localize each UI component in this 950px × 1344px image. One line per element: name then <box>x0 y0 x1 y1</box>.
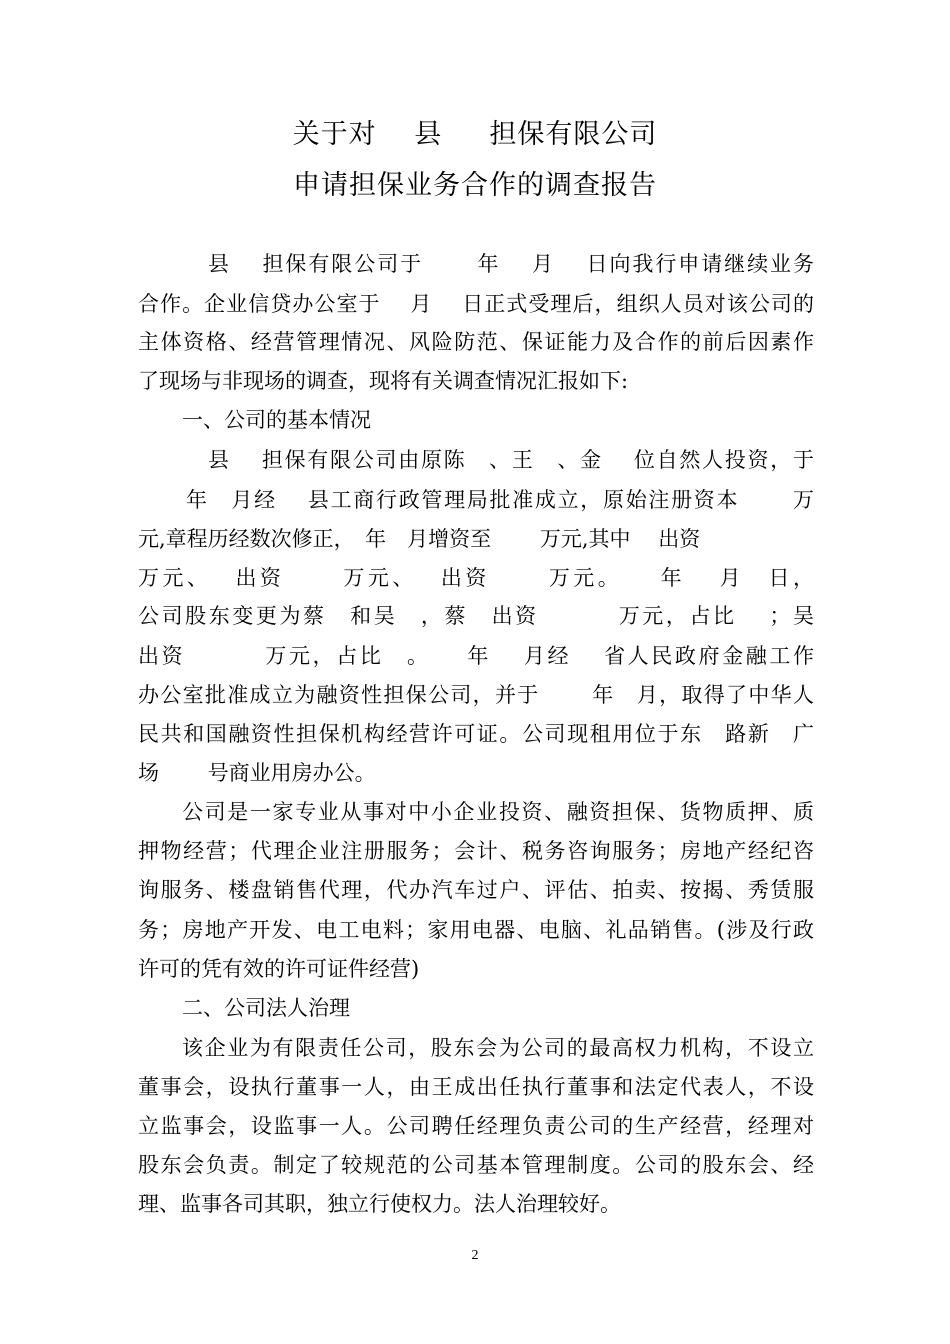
page-number: 2 <box>471 1248 479 1263</box>
paragraph-line: 公司股东变更为蔡 和吴 ，蔡 出资 万元，占比 ；吴 <box>138 604 814 628</box>
section-heading: 一、公司的基本情况 <box>182 408 371 432</box>
paragraph-line: 民共和国融资性担保机构经营许可证。公司现租用位于东 路新 广 <box>138 722 814 746</box>
paragraph-line: 出资 万元，占比 。 年 月经 省人民政府金融工作 <box>138 644 814 668</box>
title-line-2: 申请担保业务合作的调查报告 <box>293 170 657 201</box>
paragraph-line: 县 担保有限公司于 年 月 日向我行申请继续业务 <box>208 252 814 276</box>
title-line-1: 关于对 县 担保有限公司 <box>292 119 658 150</box>
paragraph-line: 公司是一家专业从事对中小企业投资、融资担保、货物质押、质 <box>182 800 814 824</box>
paragraph-line: 场 号商业用房办公。 <box>138 761 376 785</box>
paragraph-line: 务；房地产开发、电工电料；家用电器、电脑、礼品销售。(涉及行政 <box>138 918 814 942</box>
paragraph-line: 股东会负责。制定了较规范的公司基本管理制度。公司的股东会、经 <box>138 1153 814 1177</box>
paragraph-line: 董事会，设执行董事一人，由王成出任执行董事和法定代表人，不设 <box>138 1075 814 1099</box>
paragraph-line: 许可的凭有效的许可证件经营) <box>138 957 420 981</box>
paragraph-line: 年 月经 县工商行政管理局批准成立，原始注册资本 万 <box>186 488 814 512</box>
paragraph-line: 立监事会，设监事一人。公司聘任经理负责公司的生产经营，经理对 <box>138 1114 814 1138</box>
paragraph-line: 该企业为有限责任公司，股东会为公司的最高权力机构，不设立 <box>182 1036 814 1060</box>
paragraph-line: 主体资格、经营管理情况、风险防范、保证能力及合作的前后因素作 <box>138 330 814 354</box>
section-heading: 二、公司法人治理 <box>182 996 350 1020</box>
paragraph-line: 询服务、楼盘销售代理，代办汽车过户、评估、拍卖、按揭、秀赁服 <box>138 878 814 902</box>
paragraph-line: 押物经营；代理企业注册服务；会计、税务咨询服务；房地产经纪咨 <box>138 839 814 863</box>
paragraph-line: 办公室批准成立为融资性担保公司，并于 年 月，取得了中华人 <box>138 683 814 707</box>
paragraph-line: 合作。企业信贷办公室于 月 日正式受理后，组织人员对该公司的 <box>138 292 814 316</box>
paragraph-line: 元,章程历经数次修正， 年 月增资至 万元,其中 出资 <box>138 527 701 551</box>
paragraph-line: 县 担保有限公司由原陈 、王 、金 位自然人投资，于 <box>208 448 814 472</box>
paragraph-line: 万元、 出资 万元、 出资 万元。 年 月 日， <box>138 566 814 590</box>
paragraph-line: 理、监事各司其职，独立行使权力。法人治理较好。 <box>138 1192 621 1216</box>
paragraph-line: 了现场与非现场的调查，现将有关调查情况汇报如下: <box>138 369 629 393</box>
